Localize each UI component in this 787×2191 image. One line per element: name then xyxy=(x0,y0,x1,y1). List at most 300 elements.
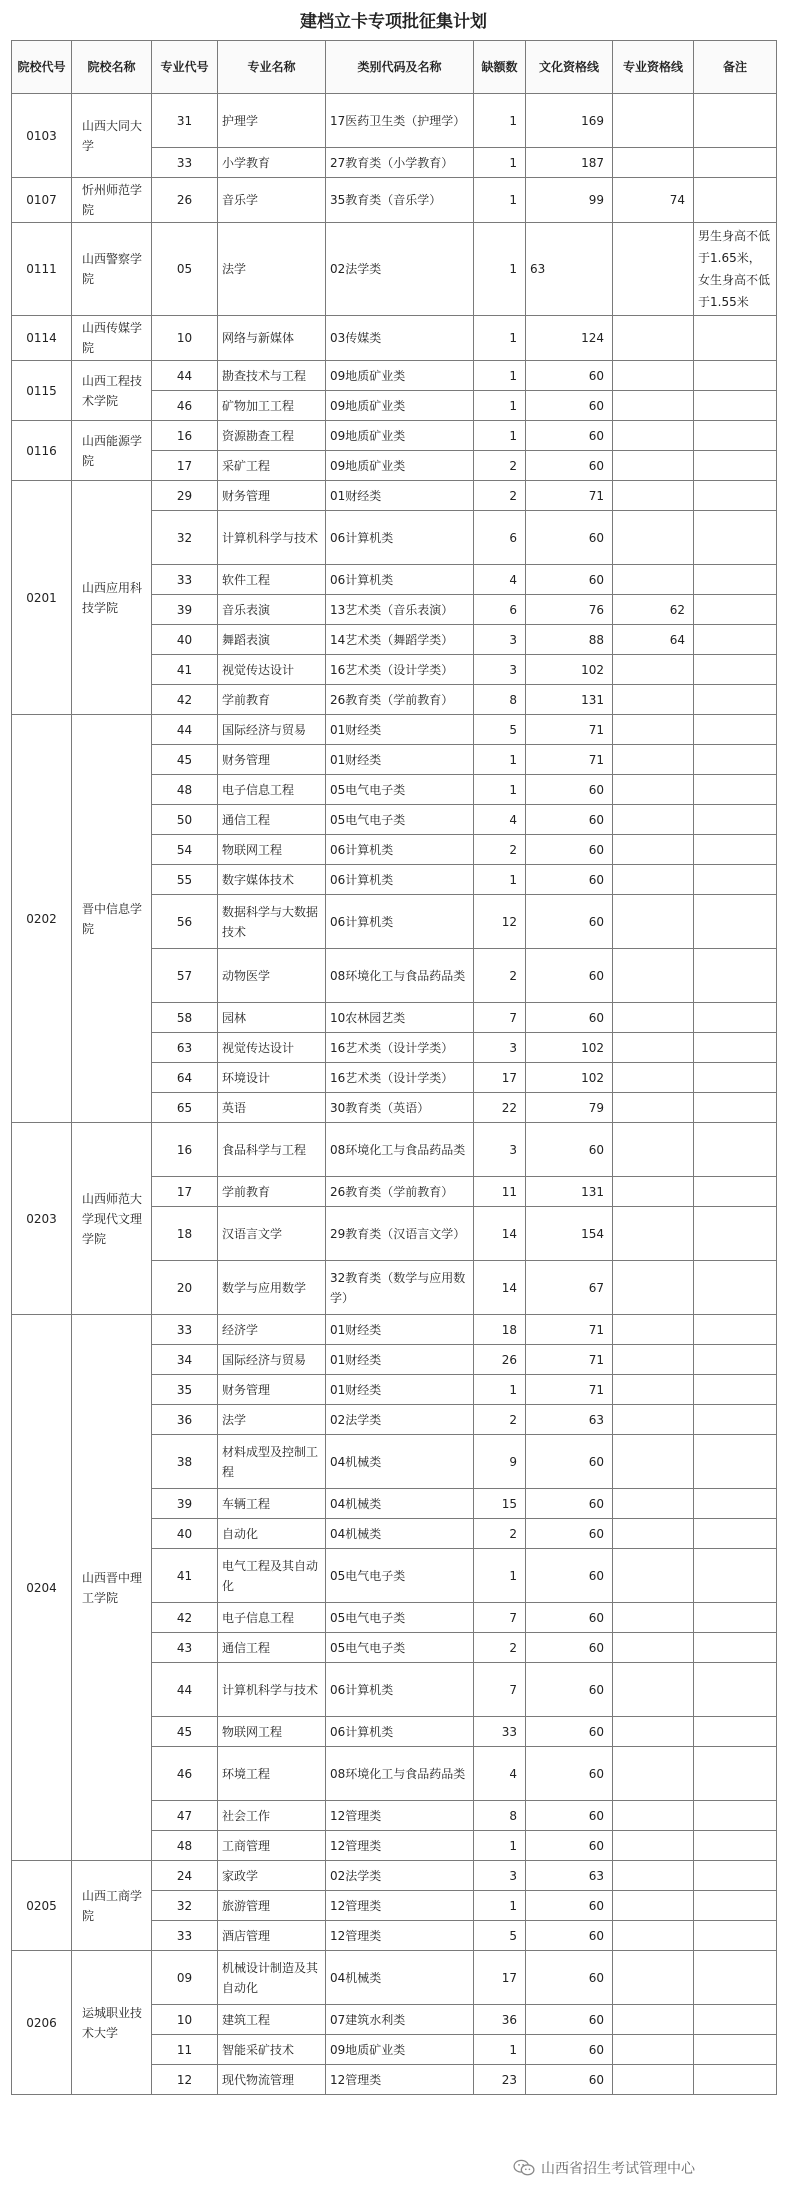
table-row xyxy=(12,481,777,511)
vacancies-cell: 2 xyxy=(474,949,526,1003)
major-code-cell: 42 xyxy=(152,1603,218,1633)
school-name-cell: 山西师范大学现代文理学院 xyxy=(72,1123,152,1315)
vacancies-cell: 1 xyxy=(474,865,526,895)
category-cell: 01财经类 xyxy=(326,481,474,511)
notes-cell xyxy=(694,1405,777,1435)
category-cell: 09地质矿业类 xyxy=(326,451,474,481)
major-code-cell: 58 xyxy=(152,1003,218,1033)
category-cell: 08环境化工与食品药品类 xyxy=(326,949,474,1003)
vacancies-cell: 8 xyxy=(474,1801,526,1831)
major-code-cell: 17 xyxy=(152,451,218,481)
major-code-cell: 16 xyxy=(152,421,218,451)
notes-cell xyxy=(694,1345,777,1375)
major-code-cell: 44 xyxy=(152,361,218,391)
major-line-cell xyxy=(613,511,694,565)
major-line-cell xyxy=(613,1663,694,1717)
culture-line-cell: 60 xyxy=(526,1663,613,1717)
major-line-cell xyxy=(613,655,694,685)
vacancies-cell: 12 xyxy=(474,895,526,949)
category-cell: 05电气电子类 xyxy=(326,1603,474,1633)
major-name-cell: 通信工程 xyxy=(218,1633,326,1663)
table-row xyxy=(12,715,777,745)
major-name-cell: 勘查技术与工程 xyxy=(218,361,326,391)
major-code-cell: 11 xyxy=(152,2035,218,2065)
culture-line-cell: 60 xyxy=(526,1831,613,1861)
major-code-cell: 46 xyxy=(152,1747,218,1801)
category-cell: 17医药卫生类（护理学） xyxy=(326,94,474,148)
school-name-cell: 山西能源学院 xyxy=(72,421,152,481)
culture-line-cell: 60 xyxy=(526,1951,613,2005)
major-code-cell: 64 xyxy=(152,1063,218,1093)
major-code-cell: 20 xyxy=(152,1261,218,1315)
major-code-cell: 35 xyxy=(152,1375,218,1405)
vacancies-cell: 11 xyxy=(474,1177,526,1207)
vacancies-cell: 26 xyxy=(474,1345,526,1375)
notes-cell xyxy=(694,1549,777,1603)
school-name-cell: 山西晋中理工学院 xyxy=(72,1315,152,1861)
vacancies-cell: 2 xyxy=(474,451,526,481)
category-cell: 27教育类（小学教育） xyxy=(326,148,474,178)
notes-cell xyxy=(694,1261,777,1315)
notes-cell xyxy=(694,1831,777,1861)
major-code-cell: 48 xyxy=(152,1831,218,1861)
table-row xyxy=(12,1315,777,1345)
vacancies-cell: 1 xyxy=(474,1831,526,1861)
category-cell: 05电气电子类 xyxy=(326,805,474,835)
school-code-cell: 0111 xyxy=(12,223,72,316)
culture-line-cell: 60 xyxy=(526,1123,613,1177)
header-row xyxy=(12,41,777,94)
major-name-cell: 动物医学 xyxy=(218,949,326,1003)
notes-cell xyxy=(694,148,777,178)
major-line-cell xyxy=(613,1891,694,1921)
notes-cell xyxy=(694,1177,777,1207)
major-code-cell: 39 xyxy=(152,1489,218,1519)
major-code-cell: 32 xyxy=(152,1891,218,1921)
major-name-cell: 旅游管理 xyxy=(218,1891,326,1921)
major-name-cell: 国际经济与贸易 xyxy=(218,715,326,745)
major-name-cell: 护理学 xyxy=(218,94,326,148)
school-code-cell: 0103 xyxy=(12,94,72,178)
table-row xyxy=(12,421,777,451)
culture-line-cell: 169 xyxy=(526,94,613,148)
major-name-cell: 智能采矿技术 xyxy=(218,2035,326,2065)
major-name-cell: 学前教育 xyxy=(218,685,326,715)
major-line-cell xyxy=(613,745,694,775)
major-name-cell: 车辆工程 xyxy=(218,1489,326,1519)
table-row xyxy=(12,223,777,316)
major-code-cell: 46 xyxy=(152,391,218,421)
vacancies-cell: 22 xyxy=(474,1093,526,1123)
culture-line-cell: 102 xyxy=(526,1033,613,1063)
vacancies-cell: 2 xyxy=(474,835,526,865)
notes-cell xyxy=(694,1891,777,1921)
major-line-cell xyxy=(613,316,694,361)
major-code-cell: 29 xyxy=(152,481,218,511)
major-name-cell: 建筑工程 xyxy=(218,2005,326,2035)
vacancies-cell: 1 xyxy=(474,361,526,391)
major-code-cell: 33 xyxy=(152,565,218,595)
notes-cell xyxy=(694,421,777,451)
notes-cell: 男生身高不低于1.65米，女生身高不低于1.55米 xyxy=(694,223,777,316)
culture-line-cell: 131 xyxy=(526,1177,613,1207)
category-cell: 06计算机类 xyxy=(326,1717,474,1747)
major-code-cell: 63 xyxy=(152,1033,218,1063)
category-cell: 03传媒类 xyxy=(326,316,474,361)
major-line-cell xyxy=(613,1747,694,1801)
category-cell: 12管理类 xyxy=(326,1831,474,1861)
major-name-cell: 通信工程 xyxy=(218,805,326,835)
major-line-cell xyxy=(613,1921,694,1951)
notes-cell xyxy=(694,565,777,595)
notes-cell xyxy=(694,1747,777,1801)
major-code-cell: 33 xyxy=(152,148,218,178)
notes-cell xyxy=(694,2005,777,2035)
culture-line-cell: 60 xyxy=(526,361,613,391)
major-name-cell: 舞蹈表演 xyxy=(218,625,326,655)
major-name-cell: 计算机科学与技术 xyxy=(218,1663,326,1717)
culture-line-cell: 60 xyxy=(526,2005,613,2035)
category-cell: 06计算机类 xyxy=(326,865,474,895)
table-row xyxy=(12,1861,777,1891)
culture-line-cell: 60 xyxy=(526,805,613,835)
major-line-cell: 74 xyxy=(613,178,694,223)
major-line-cell xyxy=(613,1831,694,1861)
category-cell: 29教育类（汉语言文学） xyxy=(326,1207,474,1261)
category-cell: 09地质矿业类 xyxy=(326,421,474,451)
major-line-cell xyxy=(613,949,694,1003)
school-name-cell: 晋中信息学院 xyxy=(72,715,152,1123)
major-name-cell: 法学 xyxy=(218,223,326,316)
vacancies-cell: 1 xyxy=(474,1549,526,1603)
category-cell: 05电气电子类 xyxy=(326,1549,474,1603)
major-code-cell: 26 xyxy=(152,178,218,223)
major-name-cell: 视觉传达设计 xyxy=(218,655,326,685)
culture-line-cell: 60 xyxy=(526,1435,613,1489)
major-name-cell: 食品科学与工程 xyxy=(218,1123,326,1177)
notes-cell xyxy=(694,775,777,805)
notes-cell xyxy=(694,1063,777,1093)
table-row xyxy=(12,1951,777,2005)
category-cell: 16艺术类（设计学类） xyxy=(326,1033,474,1063)
major-name-cell: 材料成型及控制工程 xyxy=(218,1435,326,1489)
header-major-code: 专业代号 xyxy=(152,41,218,94)
school-code-cell: 0203 xyxy=(12,1123,72,1315)
major-line-cell xyxy=(613,223,694,316)
culture-line-cell: 60 xyxy=(526,421,613,451)
category-cell: 10农林园艺类 xyxy=(326,1003,474,1033)
school-name-cell: 山西应用科技学院 xyxy=(72,481,152,715)
notes-cell xyxy=(694,949,777,1003)
vacancies-cell: 4 xyxy=(474,805,526,835)
major-line-cell xyxy=(613,94,694,148)
category-cell: 08环境化工与食品药品类 xyxy=(326,1123,474,1177)
culture-line-cell: 71 xyxy=(526,481,613,511)
school-code-cell: 0116 xyxy=(12,421,72,481)
notes-cell xyxy=(694,361,777,391)
category-cell: 30教育类（英语） xyxy=(326,1093,474,1123)
header-major-name: 专业名称 xyxy=(218,41,326,94)
category-cell: 32教育类（数学与应用数学） xyxy=(326,1261,474,1315)
notes-cell xyxy=(694,1633,777,1663)
major-name-cell: 数学与应用数学 xyxy=(218,1261,326,1315)
culture-line-cell: 60 xyxy=(526,565,613,595)
notes-cell xyxy=(694,1663,777,1717)
major-line-cell xyxy=(613,1003,694,1033)
school-code-cell: 0202 xyxy=(12,715,72,1123)
notes-cell xyxy=(694,1519,777,1549)
major-name-cell: 计算机科学与技术 xyxy=(218,511,326,565)
culture-line-cell: 60 xyxy=(526,391,613,421)
major-line-cell xyxy=(613,1033,694,1063)
major-code-cell: 16 xyxy=(152,1123,218,1177)
notes-cell xyxy=(694,835,777,865)
major-code-cell: 05 xyxy=(152,223,218,316)
major-code-cell: 48 xyxy=(152,775,218,805)
category-cell: 06计算机类 xyxy=(326,835,474,865)
vacancies-cell: 17 xyxy=(474,1063,526,1093)
vacancies-cell: 2 xyxy=(474,481,526,511)
major-line-cell xyxy=(613,1603,694,1633)
major-name-cell: 视觉传达设计 xyxy=(218,1033,326,1063)
category-cell: 26教育类（学前教育） xyxy=(326,1177,474,1207)
notes-cell xyxy=(694,1375,777,1405)
major-code-cell: 43 xyxy=(152,1633,218,1663)
vacancies-cell: 7 xyxy=(474,1603,526,1633)
vacancies-cell: 2 xyxy=(474,1405,526,1435)
major-line-cell xyxy=(613,1489,694,1519)
major-name-cell: 软件工程 xyxy=(218,565,326,595)
vacancies-cell: 4 xyxy=(474,1747,526,1801)
major-name-cell: 酒店管理 xyxy=(218,1921,326,1951)
notes-cell xyxy=(694,595,777,625)
school-name-cell: 忻州师范学院 xyxy=(72,178,152,223)
culture-line-cell: 102 xyxy=(526,1063,613,1093)
vacancies-cell: 8 xyxy=(474,685,526,715)
major-line-cell xyxy=(613,1207,694,1261)
major-line-cell xyxy=(613,1315,694,1345)
culture-line-cell: 60 xyxy=(526,1747,613,1801)
table-body xyxy=(12,94,777,2095)
major-line-cell xyxy=(613,1717,694,1747)
major-name-cell: 电气工程及其自动化 xyxy=(218,1549,326,1603)
source-watermark xyxy=(513,2154,778,2182)
major-line-cell xyxy=(613,1633,694,1663)
school-name-cell: 山西大同大学 xyxy=(72,94,152,178)
major-name-cell: 小学教育 xyxy=(218,148,326,178)
notes-cell xyxy=(694,1003,777,1033)
category-cell: 06计算机类 xyxy=(326,1663,474,1717)
major-line-cell xyxy=(613,391,694,421)
vacancies-cell: 4 xyxy=(474,565,526,595)
major-name-cell: 矿物加工工程 xyxy=(218,391,326,421)
culture-line-cell: 60 xyxy=(526,2035,613,2065)
notes-cell xyxy=(694,511,777,565)
culture-line-cell: 60 xyxy=(526,835,613,865)
major-code-cell: 45 xyxy=(152,745,218,775)
school-name-cell: 运城职业技术大学 xyxy=(72,1951,152,2095)
school-code-cell: 0114 xyxy=(12,316,72,361)
notes-cell xyxy=(694,2035,777,2065)
notes-cell xyxy=(694,1603,777,1633)
major-name-cell: 数据科学与大数据技术 xyxy=(218,895,326,949)
vacancies-cell: 1 xyxy=(474,316,526,361)
major-name-cell: 网络与新媒体 xyxy=(218,316,326,361)
vacancies-cell: 3 xyxy=(474,1861,526,1891)
major-name-cell: 数字媒体技术 xyxy=(218,865,326,895)
major-name-cell: 财务管理 xyxy=(218,481,326,511)
notes-cell xyxy=(694,1435,777,1489)
notes-cell xyxy=(694,1921,777,1951)
page-title: 建档立卡专项批征集计划 xyxy=(300,12,487,32)
category-cell: 04机械类 xyxy=(326,1519,474,1549)
table-row xyxy=(12,316,777,361)
major-code-cell: 10 xyxy=(152,2005,218,2035)
major-line-cell xyxy=(613,1177,694,1207)
major-line-cell xyxy=(613,565,694,595)
major-code-cell: 33 xyxy=(152,1315,218,1345)
major-code-cell: 09 xyxy=(152,1951,218,2005)
major-code-cell: 54 xyxy=(152,835,218,865)
category-cell: 14艺术类（舞蹈学类） xyxy=(326,625,474,655)
vacancies-cell: 1 xyxy=(474,94,526,148)
vacancies-cell: 1 xyxy=(474,178,526,223)
notes-cell xyxy=(694,451,777,481)
major-line-cell xyxy=(613,805,694,835)
vacancies-cell: 14 xyxy=(474,1207,526,1261)
culture-line-cell: 60 xyxy=(526,1549,613,1603)
major-name-cell: 经济学 xyxy=(218,1315,326,1345)
major-code-cell: 32 xyxy=(152,511,218,565)
major-code-cell: 24 xyxy=(152,1861,218,1891)
culture-line-cell: 60 xyxy=(526,865,613,895)
culture-line-cell: 124 xyxy=(526,316,613,361)
category-cell: 12管理类 xyxy=(326,1801,474,1831)
category-cell: 07建筑水利类 xyxy=(326,2005,474,2035)
major-line-cell xyxy=(613,1549,694,1603)
vacancies-cell: 15 xyxy=(474,1489,526,1519)
notes-cell xyxy=(694,1123,777,1177)
notes-cell xyxy=(694,1951,777,2005)
notes-cell xyxy=(694,895,777,949)
category-cell: 26教育类（学前教育） xyxy=(326,685,474,715)
major-line-cell xyxy=(613,1405,694,1435)
culture-line-cell: 71 xyxy=(526,715,613,745)
school-name-cell: 山西警察学院 xyxy=(72,223,152,316)
vacancies-cell: 2 xyxy=(474,1633,526,1663)
major-code-cell: 41 xyxy=(152,1549,218,1603)
notes-cell xyxy=(694,316,777,361)
major-name-cell: 物联网工程 xyxy=(218,1717,326,1747)
notes-cell xyxy=(694,1801,777,1831)
vacancies-cell: 1 xyxy=(474,745,526,775)
vacancies-cell: 3 xyxy=(474,655,526,685)
header-notes: 备注 xyxy=(694,41,777,94)
major-line-cell: 64 xyxy=(613,625,694,655)
major-code-cell: 45 xyxy=(152,1717,218,1747)
major-line-cell xyxy=(613,1861,694,1891)
major-name-cell: 机械设计制造及其自动化 xyxy=(218,1951,326,2005)
vacancies-cell: 3 xyxy=(474,1033,526,1063)
major-name-cell: 法学 xyxy=(218,1405,326,1435)
category-cell: 04机械类 xyxy=(326,1435,474,1489)
notes-cell xyxy=(694,685,777,715)
major-code-cell: 42 xyxy=(152,685,218,715)
major-name-cell: 环境工程 xyxy=(218,1747,326,1801)
major-line-cell xyxy=(613,2035,694,2065)
vacancies-cell: 2 xyxy=(474,1519,526,1549)
category-cell: 01财经类 xyxy=(326,1375,474,1405)
category-cell: 09地质矿业类 xyxy=(326,391,474,421)
category-cell: 01财经类 xyxy=(326,1345,474,1375)
major-name-cell: 现代物流管理 xyxy=(218,2065,326,2095)
vacancies-cell: 1 xyxy=(474,391,526,421)
culture-line-cell: 60 xyxy=(526,1891,613,1921)
notes-cell xyxy=(694,1315,777,1345)
major-line-cell xyxy=(613,895,694,949)
major-name-cell: 英语 xyxy=(218,1093,326,1123)
major-line-cell xyxy=(613,421,694,451)
category-cell: 01财经类 xyxy=(326,1315,474,1345)
school-name-cell: 山西传媒学院 xyxy=(72,316,152,361)
major-line-cell: 62 xyxy=(613,595,694,625)
culture-line-cell: 60 xyxy=(526,1603,613,1633)
vacancies-cell: 1 xyxy=(474,1891,526,1921)
major-code-cell: 38 xyxy=(152,1435,218,1489)
major-code-cell: 44 xyxy=(152,1663,218,1717)
vacancies-cell: 36 xyxy=(474,2005,526,2035)
school-code-cell: 0115 xyxy=(12,361,72,421)
header-school-name: 院校名称 xyxy=(72,41,152,94)
header-culture-line: 文化资格线 xyxy=(526,41,613,94)
category-cell: 04机械类 xyxy=(326,1489,474,1519)
vacancies-cell: 17 xyxy=(474,1951,526,2005)
culture-line-cell: 63 xyxy=(526,1405,613,1435)
category-cell: 16艺术类（设计学类） xyxy=(326,1063,474,1093)
major-code-cell: 56 xyxy=(152,895,218,949)
category-cell: 05电气电子类 xyxy=(326,1633,474,1663)
culture-line-cell: 60 xyxy=(526,775,613,805)
school-code-cell: 0107 xyxy=(12,178,72,223)
culture-line-cell: 99 xyxy=(526,178,613,223)
vacancies-cell: 14 xyxy=(474,1261,526,1315)
school-code-cell: 0206 xyxy=(12,1951,72,2095)
category-cell: 08环境化工与食品药品类 xyxy=(326,1747,474,1801)
culture-line-cell: 67 xyxy=(526,1261,613,1315)
major-name-cell: 音乐表演 xyxy=(218,595,326,625)
major-code-cell: 33 xyxy=(152,1921,218,1951)
notes-cell xyxy=(694,715,777,745)
major-code-cell: 41 xyxy=(152,655,218,685)
culture-line-cell: 71 xyxy=(526,745,613,775)
major-line-cell xyxy=(613,1435,694,1489)
category-cell: 04机械类 xyxy=(326,1951,474,2005)
vacancies-cell: 3 xyxy=(474,625,526,655)
major-name-cell: 园林 xyxy=(218,1003,326,1033)
notes-cell xyxy=(694,1489,777,1519)
major-name-cell: 物联网工程 xyxy=(218,835,326,865)
category-cell: 02法学类 xyxy=(326,1405,474,1435)
major-line-cell xyxy=(613,2065,694,2095)
vacancies-cell: 18 xyxy=(474,1315,526,1345)
major-code-cell: 18 xyxy=(152,1207,218,1261)
major-line-cell xyxy=(613,1123,694,1177)
school-code-cell: 0205 xyxy=(12,1861,72,1951)
notes-cell xyxy=(694,1717,777,1747)
major-code-cell: 65 xyxy=(152,1093,218,1123)
culture-line-cell: 71 xyxy=(526,1315,613,1345)
vacancies-cell: 5 xyxy=(474,1921,526,1951)
